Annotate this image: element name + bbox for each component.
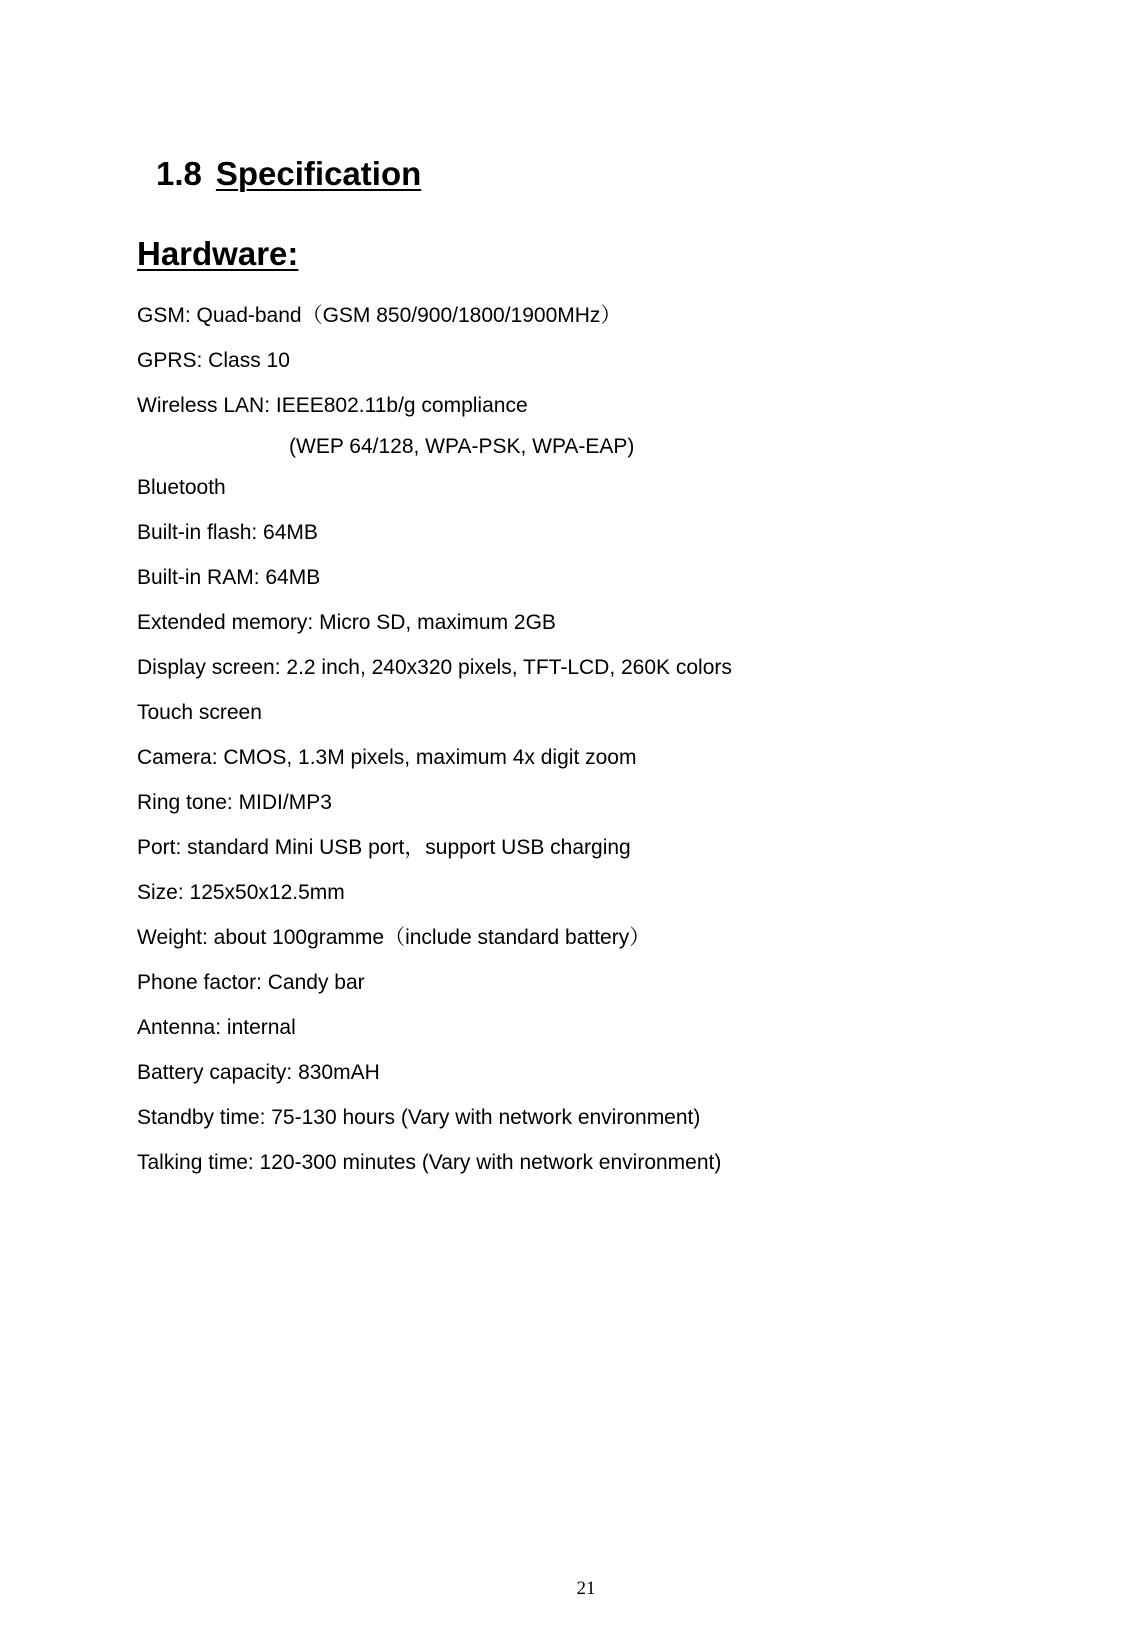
section-heading <box>156 155 421 193</box>
hardware-heading: Hardware: <box>137 235 299 272</box>
page-number: 21 <box>576 1578 596 1599</box>
section-title: Specification <box>215 155 422 192</box>
spec-item-touch-screen: Touch screen <box>137 701 262 724</box>
spec-item-display: Display screen: 2.2 inch, 240x320 pixels, TFT-LCD, 260K colors <box>137 656 732 679</box>
spec-item-antenna: Antenna: internal <box>137 1016 296 1039</box>
spec-item-wireless-lan: Wireless LAN: IEEE802.11b/g compliance <box>137 394 528 417</box>
spec-item-standby-time: Standby time: 75-130 hours (Vary with network environment) <box>137 1106 701 1129</box>
spec-item-weight: Weight: about 100gramme（include standard battery） <box>137 926 651 949</box>
spec-item-bluetooth: Bluetooth <box>137 476 226 499</box>
spec-item-extended-memory: Extended memory: Micro SD, maximum 2GB <box>137 611 556 634</box>
spec-item-port: Port: standard Mini USB port，support USB charging <box>137 836 631 859</box>
spec-item-size: Size: 125x50x12.5mm <box>137 881 345 904</box>
spec-item-gprs: GPRS: Class 10 <box>137 349 290 372</box>
spec-item-battery: Battery capacity: 830mAH <box>137 1061 380 1084</box>
spec-item-camera: Camera: CMOS, 1.3M pixels, maximum 4x digit zoom <box>137 746 637 769</box>
section-number: 1.8 <box>156 155 202 192</box>
spec-item-flash: Built-in flash: 64MB <box>137 521 318 544</box>
spec-item-ram: Built-in RAM: 64MB <box>137 566 321 589</box>
spec-item-phone-factor: Phone factor: Candy bar <box>137 971 365 994</box>
spec-item-ring-tone: Ring tone: MIDI/MP3 <box>137 791 332 814</box>
spec-item-gsm: GSM: Quad-band（GSM 850/900/1800/1900MHz） <box>137 304 622 327</box>
spec-item-wireless-security: (WEP 64/128, WPA-PSK, WPA-EAP) <box>289 435 635 458</box>
spec-item-talking-time: Talking time: 120-300 minutes (Vary with network environment) <box>137 1151 722 1174</box>
